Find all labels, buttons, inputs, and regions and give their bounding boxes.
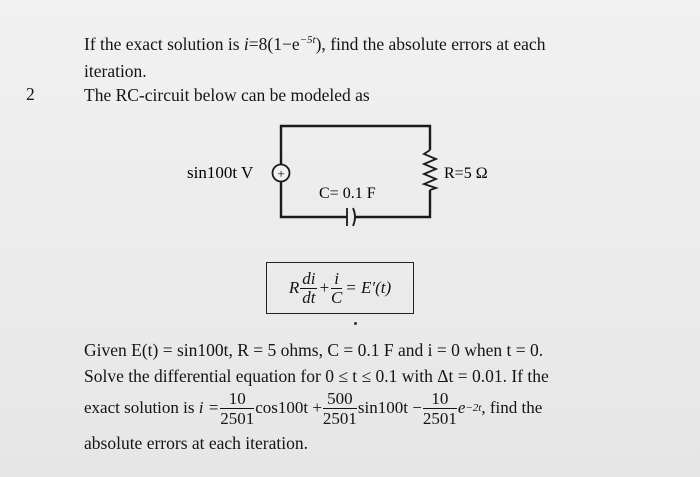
intro-prefix: If the exact solution is	[84, 34, 240, 54]
intro-line2: iteration.	[84, 61, 147, 81]
exact-i-eq: i =	[198, 398, 220, 417]
frac3-den: 2501	[422, 408, 457, 428]
resistor-icon	[424, 150, 436, 190]
intro-line3: The RC-circuit below can be modeled as	[84, 85, 370, 105]
intro-exponent: −5t	[299, 34, 316, 46]
eq-di: di	[302, 268, 316, 288]
eq-i: i	[331, 270, 342, 289]
stray-dot	[354, 322, 357, 325]
eq-R: R	[288, 278, 300, 297]
capacitor-icon	[347, 208, 355, 226]
frac2-num: 500	[323, 389, 357, 409]
fraction-500-2501	[323, 389, 357, 428]
fraction-10-2501-a	[220, 389, 254, 428]
frac1-num: 10	[220, 389, 254, 409]
term-cos: cos100t +	[255, 398, 322, 417]
eq-di-dt-fraction	[300, 270, 317, 307]
eq-rhs: = E′(t)	[345, 278, 392, 297]
term-exp-base: e	[457, 398, 466, 417]
capacitor-label: C= 0.1 F	[319, 185, 376, 202]
frac1-den: 2501	[220, 408, 255, 428]
given-line1: Given E(t) = sin100t, R = 5 ohms, C = 0.1 F and i = 0 when t = 0.	[84, 340, 544, 360]
exact-solution-prefix: exact solution is	[84, 398, 195, 417]
given-line2: Solve the differential equation for 0 ≤ t ≤ 0.1 with Δt = 0.01. If the	[84, 366, 549, 386]
intro-close: ),	[315, 34, 326, 54]
resistor-label: R=5 Ω	[444, 165, 488, 182]
eq-i-c-fraction	[331, 270, 342, 307]
source-plus-sign: +	[277, 166, 285, 181]
given-line3-suffix: , find the	[481, 398, 543, 417]
frac2-den: 2501	[322, 408, 357, 428]
problem-number: 2	[26, 84, 35, 104]
term-sin: sin100t −	[357, 398, 422, 417]
circuit-wire-top	[281, 126, 430, 165]
eq-plus: +	[318, 278, 330, 297]
boxed-differential-equation	[266, 262, 414, 314]
intro-eq: =8(1−e	[248, 34, 300, 54]
eq-dt: dt	[302, 287, 316, 307]
frac3-num: 10	[423, 389, 457, 409]
source-label: sin100t V	[187, 163, 254, 182]
fraction-10-2501-b	[423, 389, 457, 428]
intro-i: i	[243, 34, 249, 54]
intro-suffix: find the absolute errors at each	[330, 34, 546, 54]
eq-c: C	[330, 287, 343, 307]
given-line4: absolute errors at each iteration.	[84, 433, 308, 453]
given-line3: exact solution is i = $\frac{10}{2501}$ cos100t + $\frac{500}{2501}$ sin100t − $\frac{10}{2501}$ e −2t , find the	[84, 388, 543, 428]
